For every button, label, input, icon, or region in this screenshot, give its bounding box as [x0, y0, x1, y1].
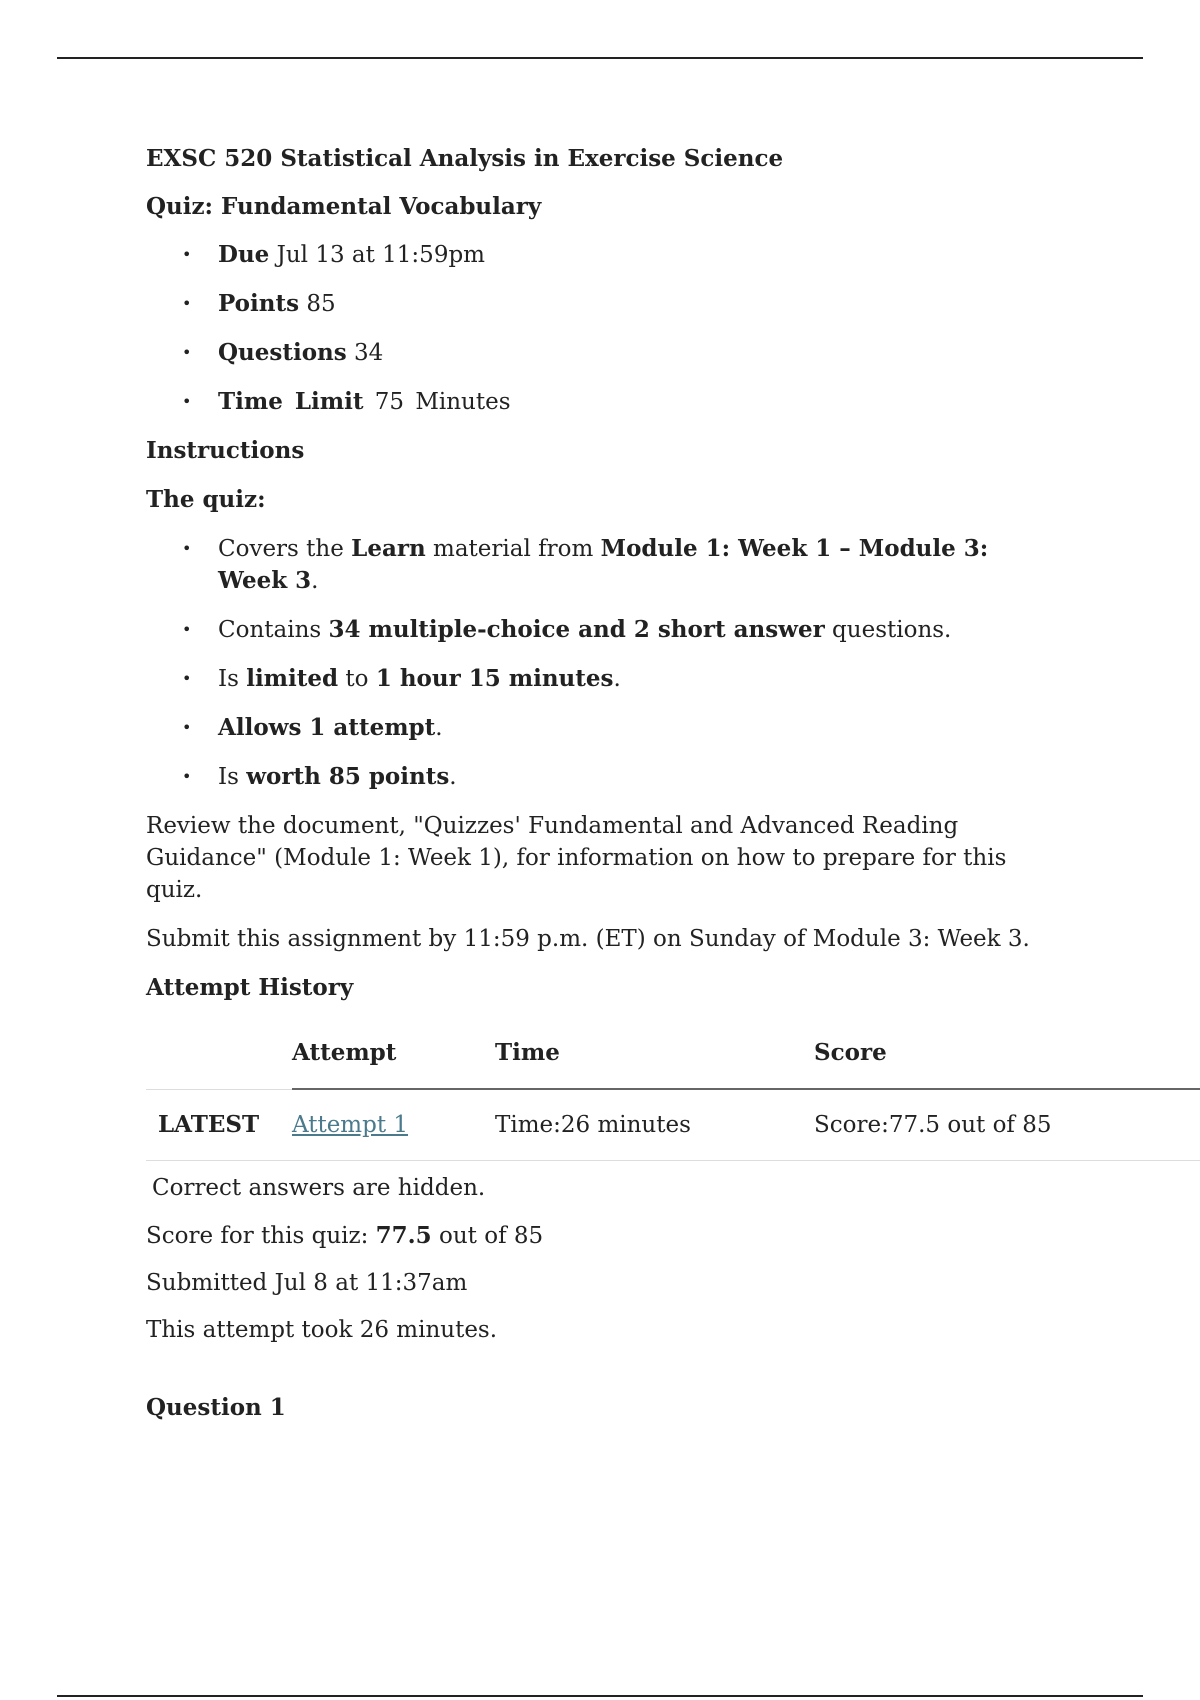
rule-text: .	[449, 764, 457, 790]
attempt-history-table	[146, 1018, 1200, 1161]
meta-value: 75 Minutes	[374, 389, 511, 415]
rule-covers	[218, 533, 1038, 597]
meta-label: Due	[218, 241, 270, 268]
meta-value: 34	[354, 340, 384, 366]
attempt-cell	[292, 1089, 495, 1161]
attempt-time: Time:26 minutes	[495, 1089, 814, 1161]
quiz-meta-list	[146, 239, 1200, 418]
meta-value: 85	[306, 291, 336, 317]
rule-text: material from	[425, 536, 601, 562]
rule-worth	[218, 761, 1200, 793]
submit-paragraph: Submit this assignment by 11:59 p.m. (ET) on Sunday of Module 3: Week 3.	[146, 926, 1030, 952]
meta-label: Questions	[218, 339, 347, 366]
table-row	[146, 1089, 1200, 1161]
meta-value: Jul 13 at 11:59pm	[276, 242, 485, 268]
quiz-title: Quiz: Fundamental Vocabulary	[146, 193, 542, 220]
meta-label: Time Limit	[218, 388, 364, 415]
top-rule	[57, 57, 1143, 59]
quiz-heading: The quiz:	[146, 486, 266, 513]
score-prefix: Score for this quiz:	[146, 1223, 376, 1249]
duration-line: This attempt took 26 minutes.	[146, 1317, 498, 1343]
rule-text: to	[338, 666, 376, 692]
meta-points	[218, 288, 1200, 320]
rule-limited	[218, 663, 1200, 695]
meta-questions	[218, 337, 1200, 369]
score-suffix: out of 85	[431, 1223, 544, 1249]
column-header-score: Score	[814, 1018, 1200, 1089]
rule-text: .	[311, 568, 319, 594]
rule-text: .	[613, 666, 621, 692]
meta-due	[218, 239, 1200, 271]
rule-emphasis: worth 85 points	[246, 763, 450, 790]
rule-emphasis: limited	[246, 665, 339, 692]
rule-text: Covers the	[218, 536, 352, 562]
quiz-score-line	[146, 1220, 1200, 1267]
review-paragraph: Review the document, "Quizzes' Fundamental and Advanced Reading Guidance" (Module 1: Week 1), for information on how to prepare for this quiz.	[146, 813, 1007, 903]
rule-emphasis: Learn	[351, 535, 426, 562]
bottom-rule	[57, 1695, 1143, 1697]
question-heading: Question 1	[146, 1394, 286, 1421]
quiz-document	[146, 143, 1200, 1424]
column-header-status	[146, 1018, 292, 1089]
quiz-rules-list	[146, 533, 1200, 793]
submitted-line: Submitted Jul 8 at 11:37am	[146, 1270, 468, 1296]
rule-attempts	[218, 712, 1200, 744]
rule-contains	[218, 614, 1200, 646]
hidden-answers-note: Correct answers are hidden.	[152, 1175, 486, 1201]
rule-text: Is	[218, 666, 247, 692]
column-header-time: Time	[495, 1018, 814, 1089]
rule-emphasis: 1 hour 15 minutes	[375, 665, 614, 692]
rule-text: Contains	[218, 617, 329, 643]
rule-text: Is	[218, 764, 247, 790]
meta-time-limit	[218, 386, 1200, 418]
course-title: EXSC 520 Statistical Analysis in Exercise Science	[146, 145, 784, 172]
score-value: 77.5	[375, 1222, 432, 1249]
rule-emphasis: Allows 1 attempt	[218, 714, 436, 741]
meta-label: Points	[218, 290, 300, 317]
rule-text: questions.	[824, 617, 952, 643]
instructions-heading: Instructions	[146, 437, 305, 464]
attempt-score: Score:77.5 out of 85	[814, 1089, 1200, 1161]
rule-emphasis: Module 1: Week 1 – Module 3: Week 3	[218, 535, 989, 594]
attempt-link[interactable]: Attempt 1	[292, 1112, 409, 1138]
rule-emphasis: 34 multiple-choice and 2 short answer	[328, 616, 825, 643]
column-header-attempt: Attempt	[292, 1018, 495, 1089]
attempt-history-heading: Attempt History	[146, 974, 354, 1001]
rule-text: .	[435, 715, 443, 741]
table-header-row	[146, 1018, 1200, 1089]
attempt-status: LATEST	[146, 1089, 292, 1161]
